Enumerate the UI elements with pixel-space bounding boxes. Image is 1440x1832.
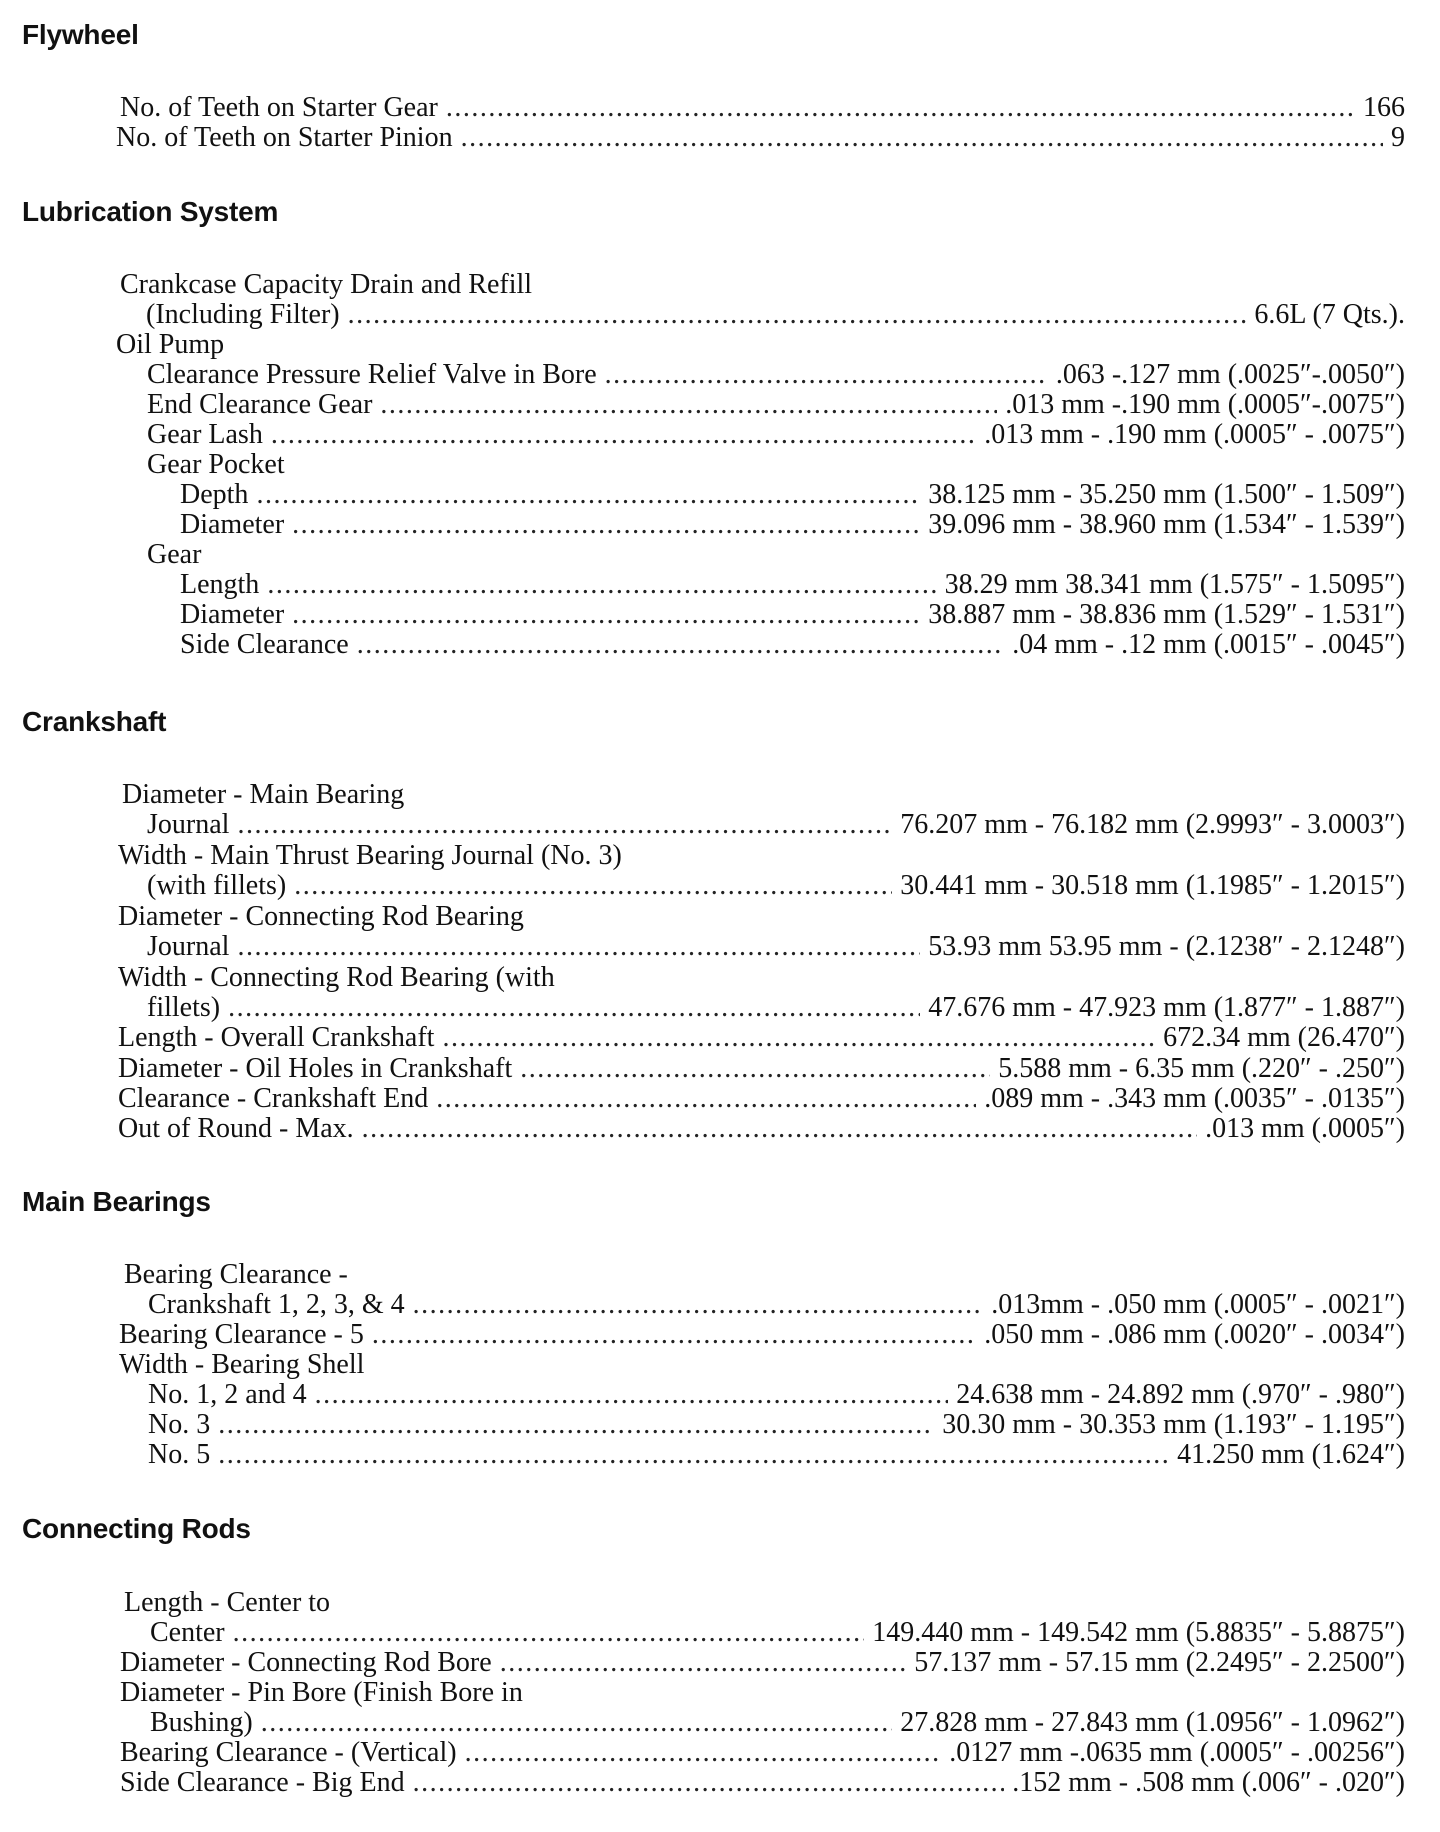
spec-value: 149.440 mm - 149.542 mm (5.8835″ - 5.8875″) <box>872 1617 1405 1648</box>
spec-label: Bearing Clearance - (Vertical) <box>120 1737 457 1768</box>
spec-row <box>116 123 1405 153</box>
spec-label: Journal <box>147 809 230 840</box>
spec-label: Diameter - Pin Bore (Finish Bore in <box>120 1677 523 1708</box>
dot-leader <box>237 932 920 962</box>
spec-value: 57.137 mm - 57.15 mm (2.2495″ - 2.2500″) <box>914 1647 1405 1678</box>
section-heading: Flywheel <box>22 19 139 50</box>
spec-value: .013 mm - .190 mm (.0005″ - .0075″) <box>984 419 1405 450</box>
spec-value: .013 mm (.0005″) <box>1205 1113 1405 1144</box>
section-heading: Lubrication System <box>22 196 279 227</box>
spec-value: .050 mm - .086 mm (.0020″ - .0034″) <box>984 1319 1405 1350</box>
spec-label: Width - Bearing Shell <box>119 1349 365 1380</box>
spec-value: 5.588 mm - 6.35 mm (.220″ - .250″) <box>998 1053 1405 1084</box>
spec-row <box>116 330 1405 360</box>
spec-row <box>180 630 1405 660</box>
spec-label: Gear <box>147 539 202 570</box>
spec-row <box>148 1410 1405 1440</box>
spec-label: Diameter - Oil Holes in Crankshaft <box>118 1053 513 1084</box>
spec-label: Diameter - Connecting Rod Bearing <box>118 901 524 932</box>
spec-label: Diameter - Connecting Rod Bore <box>120 1647 492 1678</box>
spec-row <box>147 932 1405 962</box>
section-heading: Connecting Rods <box>22 1513 251 1544</box>
spec-row <box>118 1054 1405 1084</box>
spec-row <box>118 1023 1405 1053</box>
spec-row <box>180 510 1405 540</box>
dot-leader <box>461 123 1383 153</box>
spec-row <box>120 93 1405 123</box>
section-heading: Crankshaft <box>22 706 167 737</box>
spec-value: 30.441 mm - 30.518 mm (1.1985″ - 1.2015″) <box>900 870 1405 901</box>
dot-leader <box>500 1648 907 1678</box>
spec-label: Side Clearance - Big End <box>120 1767 405 1798</box>
spec-label: (with fillets) <box>147 870 287 901</box>
spec-label: Out of Round - Max. <box>118 1113 354 1144</box>
spec-value: 27.828 mm - 27.843 mm (1.0956″ - 1.0962″) <box>900 1707 1405 1738</box>
dot-leader <box>413 1768 1005 1798</box>
spec-row <box>148 1380 1405 1410</box>
spec-value: 38.887 mm - 38.836 mm (1.529″ - 1.531″) <box>928 599 1405 630</box>
spec-row <box>118 1084 1405 1114</box>
spec-value: 47.676 mm - 47.923 mm (1.877″ - 1.887″) <box>928 992 1405 1023</box>
spec-value: 39.096 mm - 38.960 mm (1.534″ - 1.539″) <box>928 509 1405 540</box>
dot-leader <box>237 810 892 840</box>
dot-leader <box>413 1290 984 1320</box>
spec-row <box>147 420 1405 450</box>
dot-leader <box>315 1380 949 1410</box>
spec-label: No. of Teeth on Starter Pinion <box>116 122 453 153</box>
dot-leader <box>605 360 1048 390</box>
dot-leader <box>442 1023 1155 1053</box>
spec-label: Crankcase Capacity Drain and Refill <box>120 269 533 300</box>
spec-label: Oil Pump <box>116 329 225 360</box>
spec-value: 38.125 mm - 35.250 mm (1.500″ - 1.509″) <box>928 479 1405 510</box>
spec-value: .013 mm -.190 mm (.0005″-.0075″) <box>1005 389 1405 420</box>
dot-leader <box>233 1618 865 1648</box>
spec-row <box>120 270 1405 300</box>
spec-label: Gear Pocket <box>147 449 285 480</box>
dot-leader <box>362 1114 1197 1144</box>
dot-leader <box>256 480 920 510</box>
dot-leader <box>446 93 1355 123</box>
spec-row <box>147 993 1405 1023</box>
spec-label: Bushing) <box>150 1707 253 1738</box>
spec-label: Depth <box>180 479 249 510</box>
spec-row <box>180 570 1405 600</box>
spec-label: Clearance Pressure Relief Valve in Bore <box>147 359 597 390</box>
spec-label: Length - Overall Crankshaft <box>118 1022 435 1053</box>
spec-label: Journal <box>147 931 230 962</box>
dot-leader <box>372 1320 976 1350</box>
dot-leader <box>267 570 936 600</box>
spec-value: .0127 mm -.0635 mm (.0005″ - .00256″) <box>949 1737 1405 1768</box>
spec-value: 53.93 mm 53.95 mm - (2.1238″ - 2.1248″) <box>928 931 1405 962</box>
spec-value: .013mm - .050 mm (.0005″ - .0021″) <box>991 1289 1405 1320</box>
spec-row <box>119 1350 1405 1380</box>
dot-leader <box>520 1054 990 1084</box>
spec-row <box>150 1708 1405 1738</box>
spec-value: 24.638 mm - 24.892 mm (.970″ - .980″) <box>956 1379 1405 1410</box>
dot-leader <box>271 420 976 450</box>
spec-row <box>148 1440 1405 1470</box>
spec-value: 41.250 mm (1.624″) <box>1177 1439 1405 1470</box>
spec-value: 38.29 mm 38.341 mm (1.575″ - 1.5095″) <box>944 569 1405 600</box>
spec-label: (Including Filter) <box>146 299 340 330</box>
spec-value: 6.6L (7 Qts.). <box>1254 299 1405 330</box>
spec-label: Diameter <box>180 509 285 540</box>
dot-leader <box>465 1738 942 1768</box>
spec-value: .04 mm - .12 mm (.0015″ - .0045″) <box>1012 629 1405 660</box>
spec-value: 76.207 mm - 76.182 mm (2.9993″ - 3.0003″) <box>900 809 1405 840</box>
spec-label: fillets) <box>147 992 221 1023</box>
spec-value: 672.34 mm (26.470″) <box>1163 1022 1405 1053</box>
spec-row <box>146 300 1405 330</box>
spec-row <box>120 1738 1405 1768</box>
spec-row <box>180 480 1405 510</box>
dot-leader <box>261 1708 893 1738</box>
section-heading: Main Bearings <box>22 1186 211 1217</box>
dot-leader <box>348 300 1247 330</box>
spec-label: Width - Connecting Rod Bearing (with <box>118 962 555 993</box>
spec-row <box>120 1678 1405 1708</box>
dot-leader <box>218 1440 1169 1470</box>
spec-row <box>147 540 1405 570</box>
spec-label: Length <box>180 569 260 600</box>
spec-label: Center <box>150 1617 225 1648</box>
spec-label: Crankshaft 1, 2, 3, & 4 <box>148 1289 405 1320</box>
spec-label: Diameter <box>180 599 285 630</box>
spec-label: Width - Main Thrust Bearing Journal (No. 3) <box>118 840 622 871</box>
spec-row <box>120 1648 1405 1678</box>
spec-row <box>147 810 1405 840</box>
spec-row <box>147 450 1405 480</box>
spec-label: No. 1, 2 and 4 <box>148 1379 307 1410</box>
spec-row <box>150 1618 1405 1648</box>
dot-leader <box>292 600 920 630</box>
spec-value: 166 <box>1363 92 1405 123</box>
spec-label: Bearing Clearance - <box>124 1259 348 1290</box>
spec-row <box>124 1588 1405 1618</box>
spec-value: .089 mm - .343 mm (.0035″ - .0135″) <box>984 1083 1405 1114</box>
spec-row <box>147 360 1405 390</box>
spec-row <box>148 1290 1405 1320</box>
spec-label: Gear Lash <box>147 419 263 450</box>
spec-value: 9 <box>1391 122 1405 153</box>
spec-value: .063 -.127 mm (.0025″-.0050″) <box>1055 359 1405 390</box>
dot-leader <box>357 630 1005 660</box>
spec-label: End Clearance Gear <box>147 389 373 420</box>
spec-label: Clearance - Crankshaft End <box>118 1083 429 1114</box>
spec-row <box>119 1320 1405 1350</box>
spec-label: Diameter - Main Bearing <box>122 779 405 810</box>
spec-row <box>180 600 1405 630</box>
dot-leader <box>436 1084 976 1114</box>
spec-row <box>118 963 1405 993</box>
spec-value: .152 mm - .508 mm (.006″ - .020″) <box>1012 1767 1405 1798</box>
dot-leader <box>228 993 920 1023</box>
spec-label: Length - Center to <box>124 1587 331 1618</box>
spec-label: No. 3 <box>148 1409 211 1440</box>
spec-row <box>118 841 1405 871</box>
spec-row <box>124 1260 1405 1290</box>
spec-row <box>122 780 1405 810</box>
spec-label: Bearing Clearance - 5 <box>119 1319 364 1350</box>
spec-row <box>147 390 1405 420</box>
dot-leader <box>218 1410 934 1440</box>
spec-value: 30.30 mm - 30.353 mm (1.193″ - 1.195″) <box>942 1409 1405 1440</box>
spec-row <box>118 902 1405 932</box>
spec-row <box>120 1768 1405 1798</box>
dot-leader <box>380 390 997 420</box>
spec-label: Side Clearance <box>180 629 349 660</box>
spec-label: No. of Teeth on Starter Gear <box>120 92 438 123</box>
spec-row <box>147 871 1405 901</box>
spec-row <box>118 1114 1405 1144</box>
dot-leader <box>292 510 920 540</box>
dot-leader <box>294 871 892 901</box>
spec-label: No. 5 <box>148 1439 211 1470</box>
